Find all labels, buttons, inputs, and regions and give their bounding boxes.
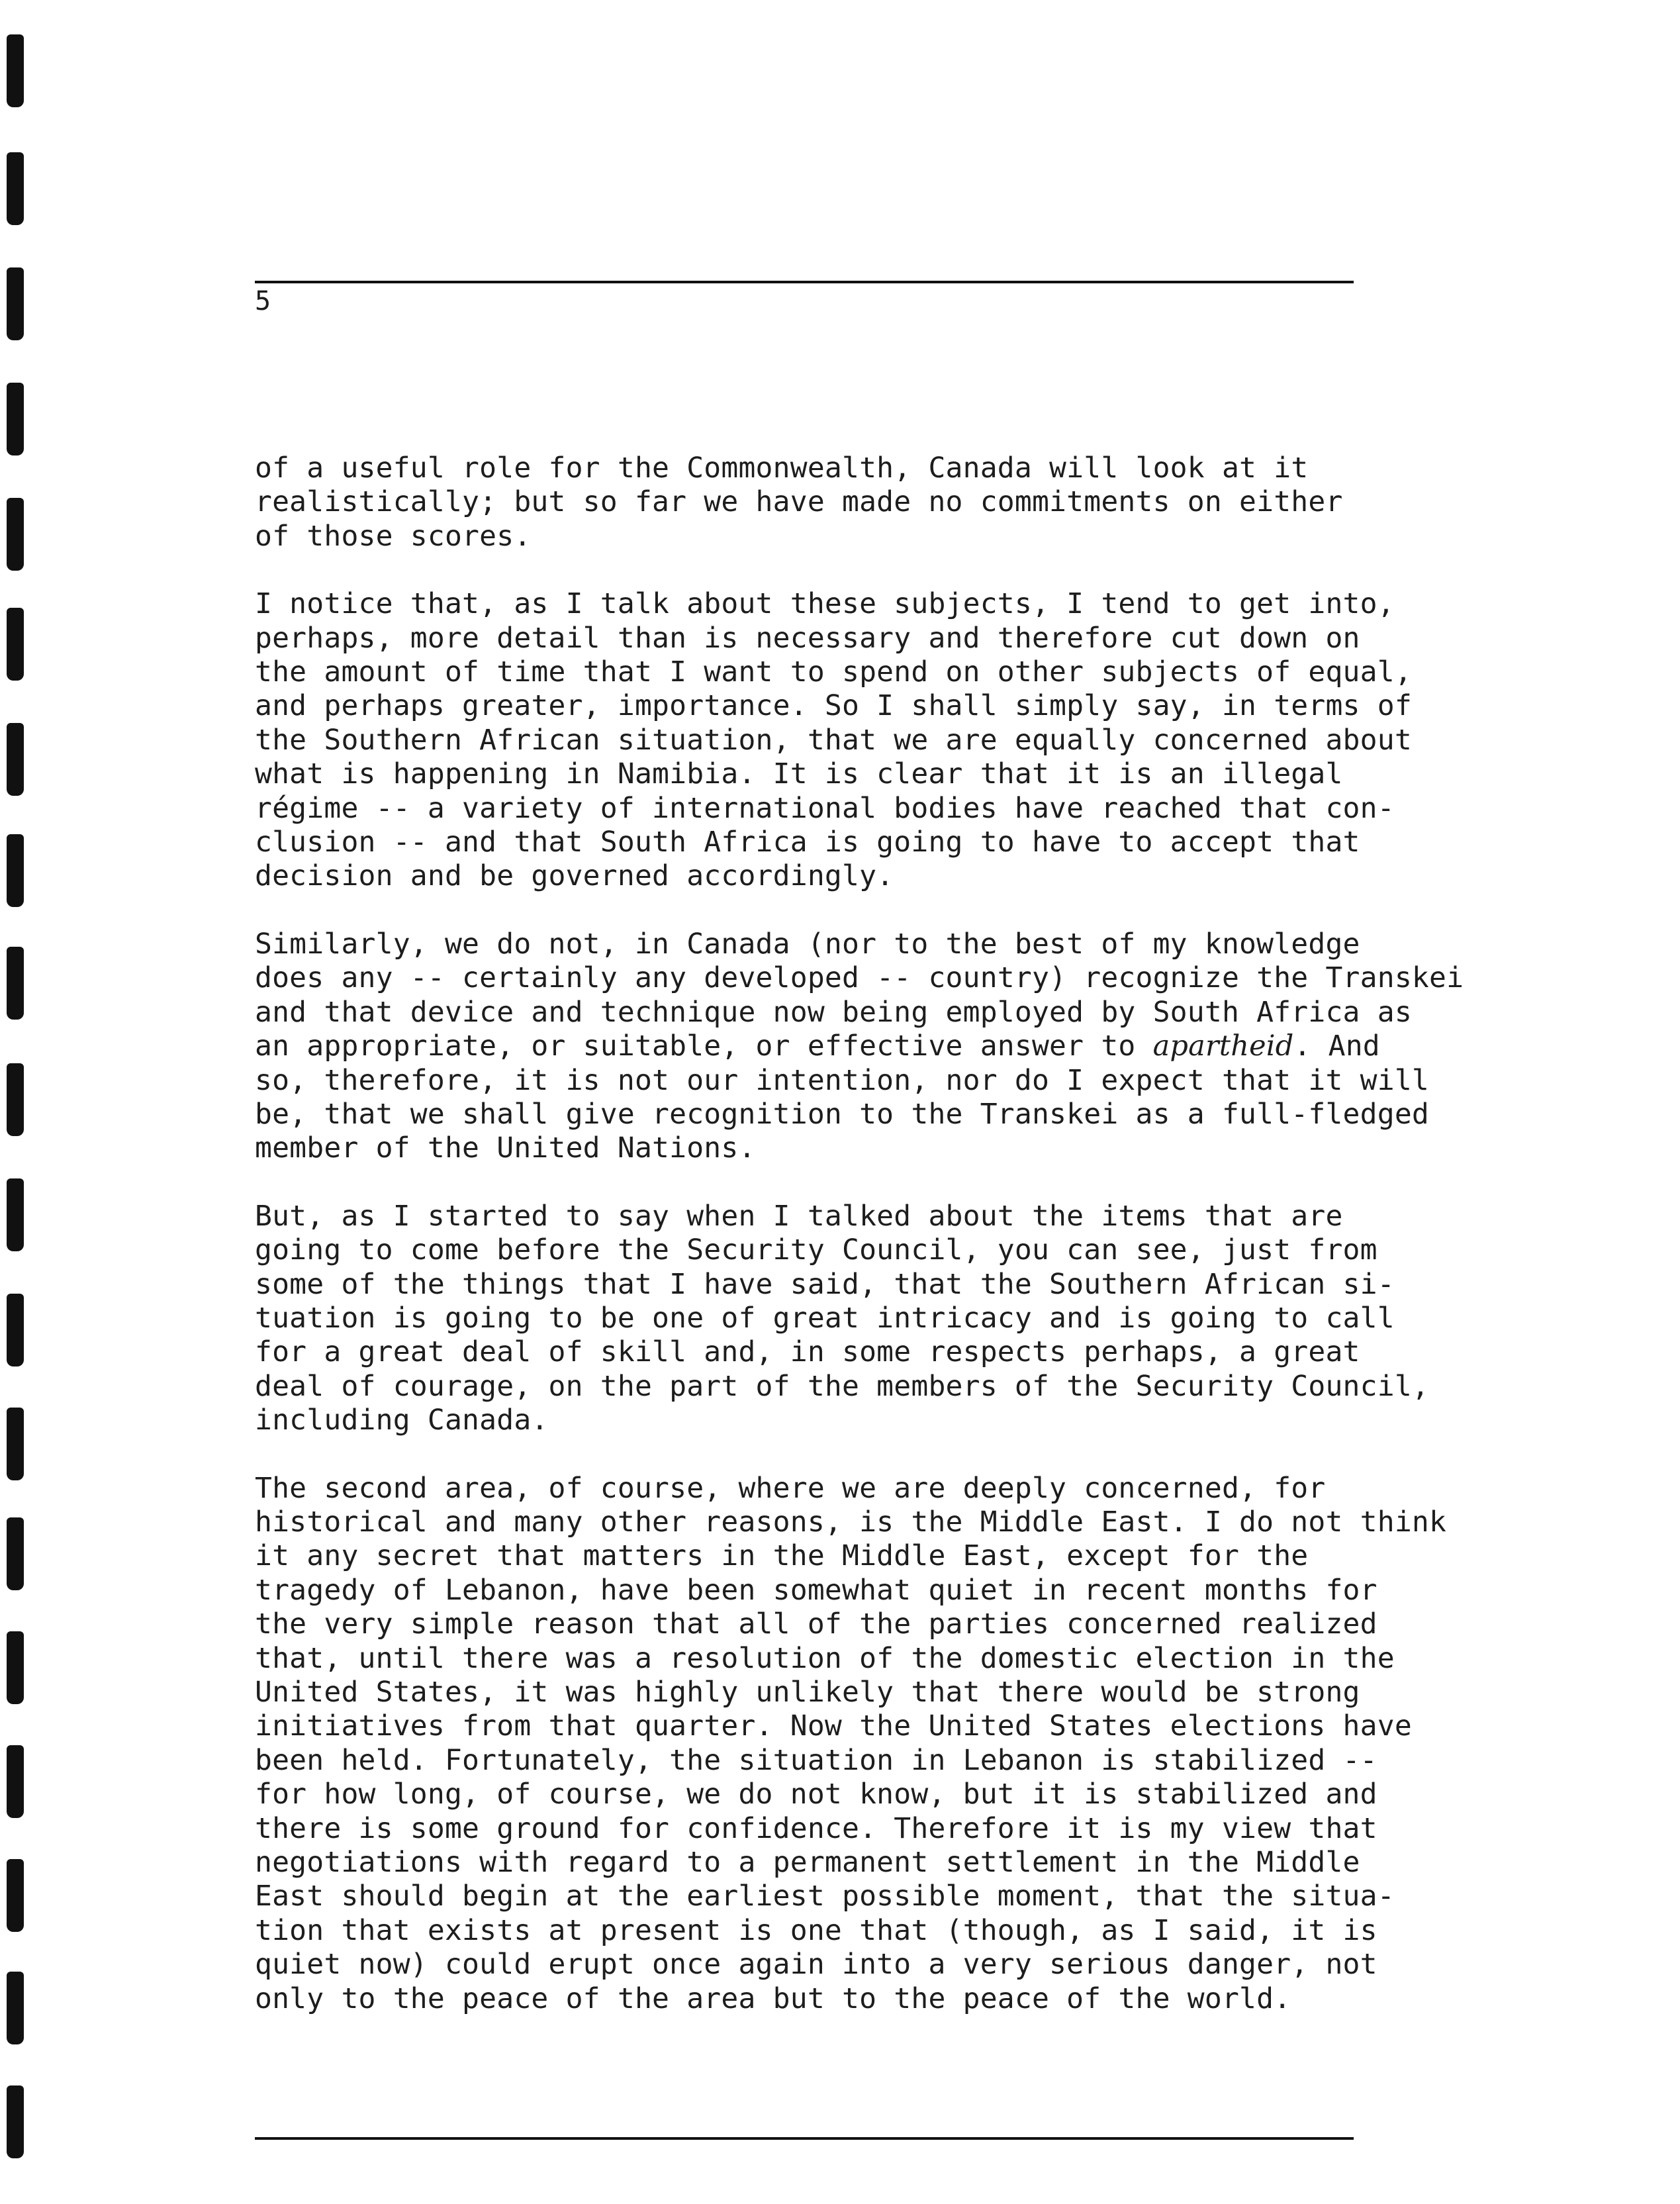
- text-line: initiatives from that quarter. Now the United States elections have: [255, 1709, 1412, 1743]
- text-line-with-italic: [255, 1030, 1433, 1063]
- header-rule: [255, 281, 1354, 283]
- text-line: be, that we shall give recognition to the Transkei as a full-fledged: [255, 1097, 1429, 1131]
- text-line: that, until there was a resolution of the domestic election in the: [255, 1641, 1395, 1675]
- text-line: been held. Fortunately, the situation in Lebanon is stabilized --: [255, 1743, 1377, 1777]
- binding-holes: [7, 0, 33, 2204]
- text-line: The second area, of course, where we are deeply concerned, for: [255, 1471, 1326, 1505]
- document-body: [255, 452, 1464, 2050]
- binding-hole: [7, 34, 24, 107]
- text-line: the very simple reason that all of the parties concerned realized: [255, 1607, 1377, 1641]
- text-line: perhaps, more detail than is necessary and therefore cut down on: [255, 621, 1360, 655]
- paragraph-3: [255, 927, 1464, 1166]
- paragraph-1: [255, 452, 1433, 553]
- text-line: régime -- a variety of international bodies have reached that con-: [255, 791, 1395, 825]
- binding-hole: [7, 834, 24, 907]
- paragraph-4: [255, 1200, 1433, 1438]
- binding-hole: [7, 1631, 24, 1704]
- binding-hole: [7, 723, 24, 796]
- text-line: it any secret that matters in the Middle East, except for the: [255, 1539, 1309, 1573]
- text-line: I notice that, as I talk about these subjects, I tend to get into,: [255, 587, 1395, 621]
- binding-hole: [7, 1517, 24, 1590]
- binding-hole: [7, 498, 24, 571]
- page-number: 5: [255, 286, 271, 316]
- text-line: and that device and technique now being employed by South Africa as: [255, 995, 1412, 1029]
- paragraph-5: [255, 1471, 1447, 2017]
- text-line: historical and many other reasons, is the Middle East. I do not think: [255, 1505, 1447, 1539]
- text-line: decision and be governed accordingly.: [255, 859, 894, 893]
- text-line: United States, it was highly unlikely that there would be strong: [255, 1676, 1360, 1709]
- text-line: of a useful role for the Commonwealth, Canada will look at it: [255, 452, 1309, 485]
- binding-hole: [7, 1294, 24, 1366]
- footer-rule: [255, 2137, 1354, 2140]
- text-line: and perhaps greater, importance. So I shall simply say, in terms of: [255, 689, 1412, 723]
- binding-hole: [7, 1063, 24, 1136]
- binding-hole: [7, 1408, 24, 1480]
- text-line: But, as I started to say when I talked about the items that are: [255, 1199, 1343, 1233]
- text-line: there is some ground for confidence. Therefore it is my view that: [255, 1811, 1377, 1845]
- text-line: negotiations with regard to a permanent settlement in the Middle: [255, 1846, 1360, 1880]
- text-line: only to the peace of the area but to the peace of the world.: [255, 1982, 1291, 2015]
- binding-hole: [7, 608, 24, 681]
- text-line: for a great deal of skill and, in some respects perhaps, a great: [255, 1335, 1360, 1369]
- binding-hole: [7, 1178, 24, 1251]
- text-line: tuation is going to be one of great intricacy and is going to call: [255, 1301, 1395, 1335]
- text-line: quiet now) could erupt once again into a very serious danger, not: [255, 1948, 1377, 1982]
- text-line: member of the United Nations.: [255, 1131, 756, 1165]
- text-line: including Canada.: [255, 1404, 549, 1437]
- paragraph-2: [255, 587, 1433, 894]
- text-line: the Southern African situation, that we are equally concerned about: [255, 723, 1412, 757]
- text-line: Similarly, we do not, in Canada (nor to the best of my knowledge: [255, 927, 1360, 961]
- text-line: the amount of time that I want to spend on other subjects of equal,: [255, 655, 1412, 689]
- text-line: does any -- certainly any developed -- country) recognize the Transkei: [255, 961, 1464, 995]
- italic-term: apartheid: [1152, 1030, 1294, 1063]
- text-line: East should begin at the earliest possible moment, that the situa-: [255, 1880, 1395, 1913]
- text-line: some of the things that I have said, that the Southern African si-: [255, 1267, 1395, 1301]
- text-line: deal of courage, on the part of the members of the Security Council,: [255, 1369, 1429, 1403]
- text-line: of those scores.: [255, 519, 532, 553]
- text-line: for how long, of course, we do not know, but it is stabilized and: [255, 1778, 1377, 1811]
- binding-hole: [7, 2085, 24, 2158]
- binding-hole: [7, 152, 24, 225]
- binding-hole: [7, 1972, 24, 2044]
- text-line: what is happening in Namibia. It is clear that it is an illegal: [255, 757, 1343, 791]
- text-line: going to come before the Security Council, you can see, just from: [255, 1233, 1377, 1267]
- text-line: tion that exists at present is one that (though, as I said, it is: [255, 1913, 1377, 1947]
- binding-hole: [7, 1745, 24, 1818]
- binding-hole: [7, 267, 24, 340]
- text-segment: . And: [1293, 1030, 1380, 1063]
- text-line: realistically; but so far we have made no commitments on either: [255, 485, 1343, 519]
- binding-hole: [7, 947, 24, 1020]
- text-line: clusion -- and that South Africa is going to have to accept that: [255, 826, 1360, 859]
- text-segment: an appropriate, or suitable, or effective answer to: [255, 1030, 1153, 1063]
- text-line: so, therefore, it is not our intention, nor do I expect that it will: [255, 1063, 1429, 1097]
- binding-hole: [7, 383, 24, 455]
- binding-hole: [7, 1859, 24, 1932]
- text-line: tragedy of Lebanon, have been somewhat quiet in recent months for: [255, 1573, 1377, 1607]
